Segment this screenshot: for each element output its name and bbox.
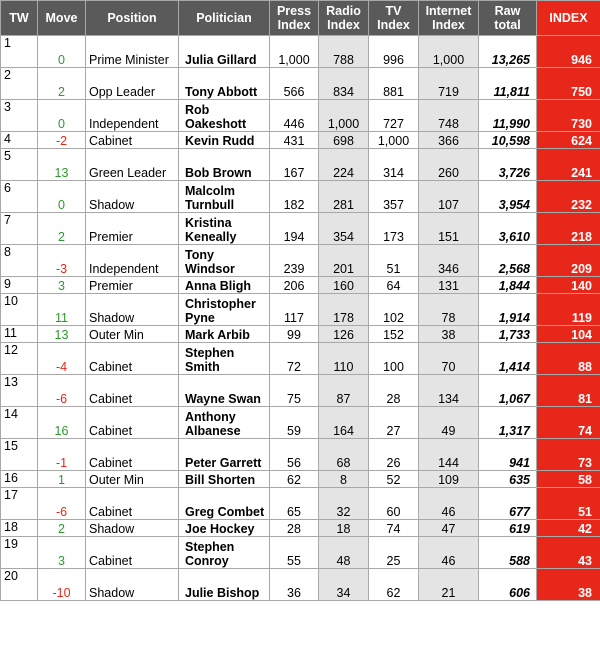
raw-total-header: Raw total xyxy=(479,1,537,36)
raw-total-cell: 619 xyxy=(479,520,537,537)
move-cell: -2 xyxy=(38,132,86,149)
table-row xyxy=(1,488,600,520)
raw-total-cell: 3,954 xyxy=(479,181,537,213)
position-cell: Outer Min xyxy=(86,471,179,488)
raw-total-cell: 11,990 xyxy=(479,100,537,132)
radio-index-cell: 224 xyxy=(319,149,369,181)
radio-index-cell: 281 xyxy=(319,181,369,213)
politician-cell: Peter Garrett xyxy=(179,439,270,471)
tw-cell: 1 xyxy=(1,36,38,68)
internet-index-cell: 109 xyxy=(419,471,479,488)
tv-index-cell: 64 xyxy=(369,277,419,294)
table-row xyxy=(1,294,600,326)
raw-total-cell: 2,568 xyxy=(479,245,537,277)
radio-index-cell: 32 xyxy=(319,488,369,520)
politician-cell: Joe Hockey xyxy=(179,520,270,537)
tw-cell: 14 xyxy=(1,407,38,439)
tw-cell: 3 xyxy=(1,100,38,132)
press-index-cell: 55 xyxy=(270,537,319,569)
press-index-header: Press Index xyxy=(270,1,319,36)
move-cell: 0 xyxy=(38,181,86,213)
internet-index-cell: 107 xyxy=(419,181,479,213)
table-row xyxy=(1,132,600,149)
tv-index-cell: 62 xyxy=(369,569,419,601)
politician-cell: Malcolm Turnbull xyxy=(179,181,270,213)
radio-index-cell: 178 xyxy=(319,294,369,326)
position-cell: Outer Min xyxy=(86,326,179,343)
internet-index-cell: 134 xyxy=(419,375,479,407)
tv-index-cell: 74 xyxy=(369,520,419,537)
radio-index-cell: 160 xyxy=(319,277,369,294)
politician-cell: Julia Gillard xyxy=(179,36,270,68)
radio-index-cell: 354 xyxy=(319,213,369,245)
index-cell: 74 xyxy=(537,407,600,439)
position-cell: Cabinet xyxy=(86,343,179,375)
press-index-cell: 194 xyxy=(270,213,319,245)
index-cell: 624 xyxy=(537,132,600,149)
move-cell: -10 xyxy=(38,569,86,601)
table-row xyxy=(1,245,600,277)
internet-index-cell: 47 xyxy=(419,520,479,537)
index-cell: 38 xyxy=(537,569,600,601)
politician-header: Politician xyxy=(179,1,270,36)
table-row xyxy=(1,149,600,181)
table-row xyxy=(1,213,600,245)
move-cell: 0 xyxy=(38,100,86,132)
internet-index-cell: 719 xyxy=(419,68,479,100)
index-cell: 946 xyxy=(537,36,600,68)
tw-cell: 5 xyxy=(1,149,38,181)
index-cell: 42 xyxy=(537,520,600,537)
politician-cell: Anthony Albanese xyxy=(179,407,270,439)
move-cell: -4 xyxy=(38,343,86,375)
press-index-cell: 239 xyxy=(270,245,319,277)
politician-cell: Greg Combet xyxy=(179,488,270,520)
tv-index-cell: 100 xyxy=(369,343,419,375)
index-cell: 104 xyxy=(537,326,600,343)
internet-index-cell: 46 xyxy=(419,537,479,569)
raw-total-cell: 677 xyxy=(479,488,537,520)
press-index-cell: 72 xyxy=(270,343,319,375)
internet-index-cell: 21 xyxy=(419,569,479,601)
press-index-cell: 36 xyxy=(270,569,319,601)
tv-index-cell: 102 xyxy=(369,294,419,326)
politician-cell: Julie Bishop xyxy=(179,569,270,601)
tv-index-cell: 25 xyxy=(369,537,419,569)
tv-index-cell: 1,000 xyxy=(369,132,419,149)
press-index-cell: 99 xyxy=(270,326,319,343)
tw-cell: 2 xyxy=(1,68,38,100)
position-cell: Cabinet xyxy=(86,488,179,520)
politician-cell: Kevin Rudd xyxy=(179,132,270,149)
index-cell: 88 xyxy=(537,343,600,375)
raw-total-cell: 588 xyxy=(479,537,537,569)
press-index-cell: 62 xyxy=(270,471,319,488)
tw-cell: 16 xyxy=(1,471,38,488)
radio-index-cell: 8 xyxy=(319,471,369,488)
index-cell: 73 xyxy=(537,439,600,471)
tv-index-cell: 357 xyxy=(369,181,419,213)
tv-index-cell: 727 xyxy=(369,100,419,132)
tw-cell: 7 xyxy=(1,213,38,245)
press-index-cell: 206 xyxy=(270,277,319,294)
internet-index-cell: 78 xyxy=(419,294,479,326)
radio-index-cell: 834 xyxy=(319,68,369,100)
politician-cell: Christopher Pyne xyxy=(179,294,270,326)
index-header: INDEX xyxy=(537,1,600,36)
table-row xyxy=(1,100,600,132)
move-cell: 2 xyxy=(38,213,86,245)
move-cell: 1 xyxy=(38,471,86,488)
table-row xyxy=(1,36,600,68)
tw-cell: 9 xyxy=(1,277,38,294)
tv-index-cell: 996 xyxy=(369,36,419,68)
radio-index-cell: 1,000 xyxy=(319,100,369,132)
radio-index-cell: 788 xyxy=(319,36,369,68)
table-row xyxy=(1,68,600,100)
politician-cell: Stephen Smith xyxy=(179,343,270,375)
move-cell: 2 xyxy=(38,520,86,537)
raw-total-cell: 3,726 xyxy=(479,149,537,181)
move-cell: -3 xyxy=(38,245,86,277)
tw-cell: 10 xyxy=(1,294,38,326)
table-row xyxy=(1,277,600,294)
header-row xyxy=(1,1,600,36)
table-row xyxy=(1,326,600,343)
position-cell: Opp Leader xyxy=(86,68,179,100)
press-index-cell: 56 xyxy=(270,439,319,471)
position-cell: Shadow xyxy=(86,569,179,601)
index-cell: 51 xyxy=(537,488,600,520)
position-cell: Green Leader xyxy=(86,149,179,181)
internet-index-cell: 260 xyxy=(419,149,479,181)
move-cell: -6 xyxy=(38,375,86,407)
radio-index-cell: 34 xyxy=(319,569,369,601)
position-cell: Premier xyxy=(86,277,179,294)
position-cell: Shadow xyxy=(86,181,179,213)
table-row xyxy=(1,407,600,439)
position-cell: Cabinet xyxy=(86,375,179,407)
press-index-cell: 431 xyxy=(270,132,319,149)
move-cell: 13 xyxy=(38,149,86,181)
internet-index-cell: 144 xyxy=(419,439,479,471)
table-body xyxy=(1,36,600,601)
move-cell: 11 xyxy=(38,294,86,326)
tv-index-cell: 28 xyxy=(369,375,419,407)
index-cell: 119 xyxy=(537,294,600,326)
tw-header: TW xyxy=(1,1,38,36)
tw-cell: 13 xyxy=(1,375,38,407)
index-cell: 43 xyxy=(537,537,600,569)
index-cell: 218 xyxy=(537,213,600,245)
move-cell: 3 xyxy=(38,277,86,294)
radio-index-cell: 110 xyxy=(319,343,369,375)
index-cell: 140 xyxy=(537,277,600,294)
press-index-cell: 566 xyxy=(270,68,319,100)
index-cell: 241 xyxy=(537,149,600,181)
tv-index-cell: 314 xyxy=(369,149,419,181)
table-row xyxy=(1,569,600,601)
index-cell: 750 xyxy=(537,68,600,100)
index-cell: 209 xyxy=(537,245,600,277)
raw-total-cell: 11,811 xyxy=(479,68,537,100)
politician-cell: Kristina Keneally xyxy=(179,213,270,245)
raw-total-cell: 606 xyxy=(479,569,537,601)
raw-total-cell: 1,914 xyxy=(479,294,537,326)
position-cell: Cabinet xyxy=(86,132,179,149)
tw-cell: 18 xyxy=(1,520,38,537)
radio-index-cell: 18 xyxy=(319,520,369,537)
press-index-cell: 182 xyxy=(270,181,319,213)
tv-index-cell: 27 xyxy=(369,407,419,439)
radio-index-cell: 48 xyxy=(319,537,369,569)
radio-index-cell: 68 xyxy=(319,439,369,471)
internet-index-cell: 748 xyxy=(419,100,479,132)
tw-cell: 8 xyxy=(1,245,38,277)
press-index-cell: 117 xyxy=(270,294,319,326)
tw-cell: 20 xyxy=(1,569,38,601)
table-row xyxy=(1,471,600,488)
table-row xyxy=(1,520,600,537)
tw-cell: 19 xyxy=(1,537,38,569)
position-cell: Independent xyxy=(86,245,179,277)
internet-index-cell: 49 xyxy=(419,407,479,439)
position-cell: Shadow xyxy=(86,294,179,326)
raw-total-cell: 1,844 xyxy=(479,277,537,294)
position-cell: Cabinet xyxy=(86,407,179,439)
internet-index-cell: 366 xyxy=(419,132,479,149)
politician-cell: Wayne Swan xyxy=(179,375,270,407)
index-cell: 232 xyxy=(537,181,600,213)
raw-total-cell: 1,733 xyxy=(479,326,537,343)
move-header: Move xyxy=(38,1,86,36)
internet-index-cell: 38 xyxy=(419,326,479,343)
table-row xyxy=(1,537,600,569)
move-cell: 13 xyxy=(38,326,86,343)
move-cell: 2 xyxy=(38,68,86,100)
move-cell: 16 xyxy=(38,407,86,439)
politician-cell: Stephen Conroy xyxy=(179,537,270,569)
radio-index-cell: 164 xyxy=(319,407,369,439)
position-cell: Cabinet xyxy=(86,439,179,471)
radio-index-cell: 698 xyxy=(319,132,369,149)
tv-index-cell: 173 xyxy=(369,213,419,245)
tw-cell: 6 xyxy=(1,181,38,213)
move-cell: 3 xyxy=(38,537,86,569)
tv-index-cell: 52 xyxy=(369,471,419,488)
position-cell: Premier xyxy=(86,213,179,245)
politician-cell: Rob Oakeshott xyxy=(179,100,270,132)
table-row xyxy=(1,181,600,213)
table-row xyxy=(1,375,600,407)
tv-index-cell: 26 xyxy=(369,439,419,471)
position-cell: Prime Minister xyxy=(86,36,179,68)
internet-index-cell: 131 xyxy=(419,277,479,294)
politician-cell: Tony Windsor xyxy=(179,245,270,277)
tv-index-header: TV Index xyxy=(369,1,419,36)
internet-index-cell: 46 xyxy=(419,488,479,520)
raw-total-cell: 635 xyxy=(479,471,537,488)
move-cell: 0 xyxy=(38,36,86,68)
raw-total-cell: 1,317 xyxy=(479,407,537,439)
internet-index-cell: 346 xyxy=(419,245,479,277)
radio-index-cell: 126 xyxy=(319,326,369,343)
tw-cell: 17 xyxy=(1,488,38,520)
position-cell: Independent xyxy=(86,100,179,132)
tv-index-cell: 60 xyxy=(369,488,419,520)
press-index-cell: 75 xyxy=(270,375,319,407)
internet-index-cell: 1,000 xyxy=(419,36,479,68)
position-cell: Shadow xyxy=(86,520,179,537)
internet-index-cell: 70 xyxy=(419,343,479,375)
tv-index-cell: 51 xyxy=(369,245,419,277)
politician-cell: Tony Abbott xyxy=(179,68,270,100)
press-index-cell: 1,000 xyxy=(270,36,319,68)
raw-total-cell: 1,414 xyxy=(479,343,537,375)
tw-cell: 4 xyxy=(1,132,38,149)
move-cell: -6 xyxy=(38,488,86,520)
internet-index-cell: 151 xyxy=(419,213,479,245)
tv-index-cell: 881 xyxy=(369,68,419,100)
radio-index-cell: 201 xyxy=(319,245,369,277)
position-header: Position xyxy=(86,1,179,36)
tw-cell: 12 xyxy=(1,343,38,375)
move-cell: -1 xyxy=(38,439,86,471)
tw-cell: 11 xyxy=(1,326,38,343)
press-index-cell: 28 xyxy=(270,520,319,537)
index-cell: 58 xyxy=(537,471,600,488)
raw-total-cell: 941 xyxy=(479,439,537,471)
politician-cell: Anna Bligh xyxy=(179,277,270,294)
index-cell: 81 xyxy=(537,375,600,407)
raw-total-cell: 3,610 xyxy=(479,213,537,245)
raw-total-cell: 10,598 xyxy=(479,132,537,149)
internet-index-header: Internet Index xyxy=(419,1,479,36)
raw-total-cell: 13,265 xyxy=(479,36,537,68)
position-cell: Cabinet xyxy=(86,537,179,569)
table-row xyxy=(1,343,600,375)
press-index-cell: 446 xyxy=(270,100,319,132)
politician-cell: Bob Brown xyxy=(179,149,270,181)
press-index-cell: 167 xyxy=(270,149,319,181)
radio-index-header: Radio Index xyxy=(319,1,369,36)
table-row xyxy=(1,439,600,471)
index-cell: 730 xyxy=(537,100,600,132)
radio-index-cell: 87 xyxy=(319,375,369,407)
politician-cell: Mark Arbib xyxy=(179,326,270,343)
raw-total-cell: 1,067 xyxy=(479,375,537,407)
tv-index-cell: 152 xyxy=(369,326,419,343)
politician-cell: Bill Shorten xyxy=(179,471,270,488)
press-index-cell: 65 xyxy=(270,488,319,520)
tw-cell: 15 xyxy=(1,439,38,471)
press-index-cell: 59 xyxy=(270,407,319,439)
